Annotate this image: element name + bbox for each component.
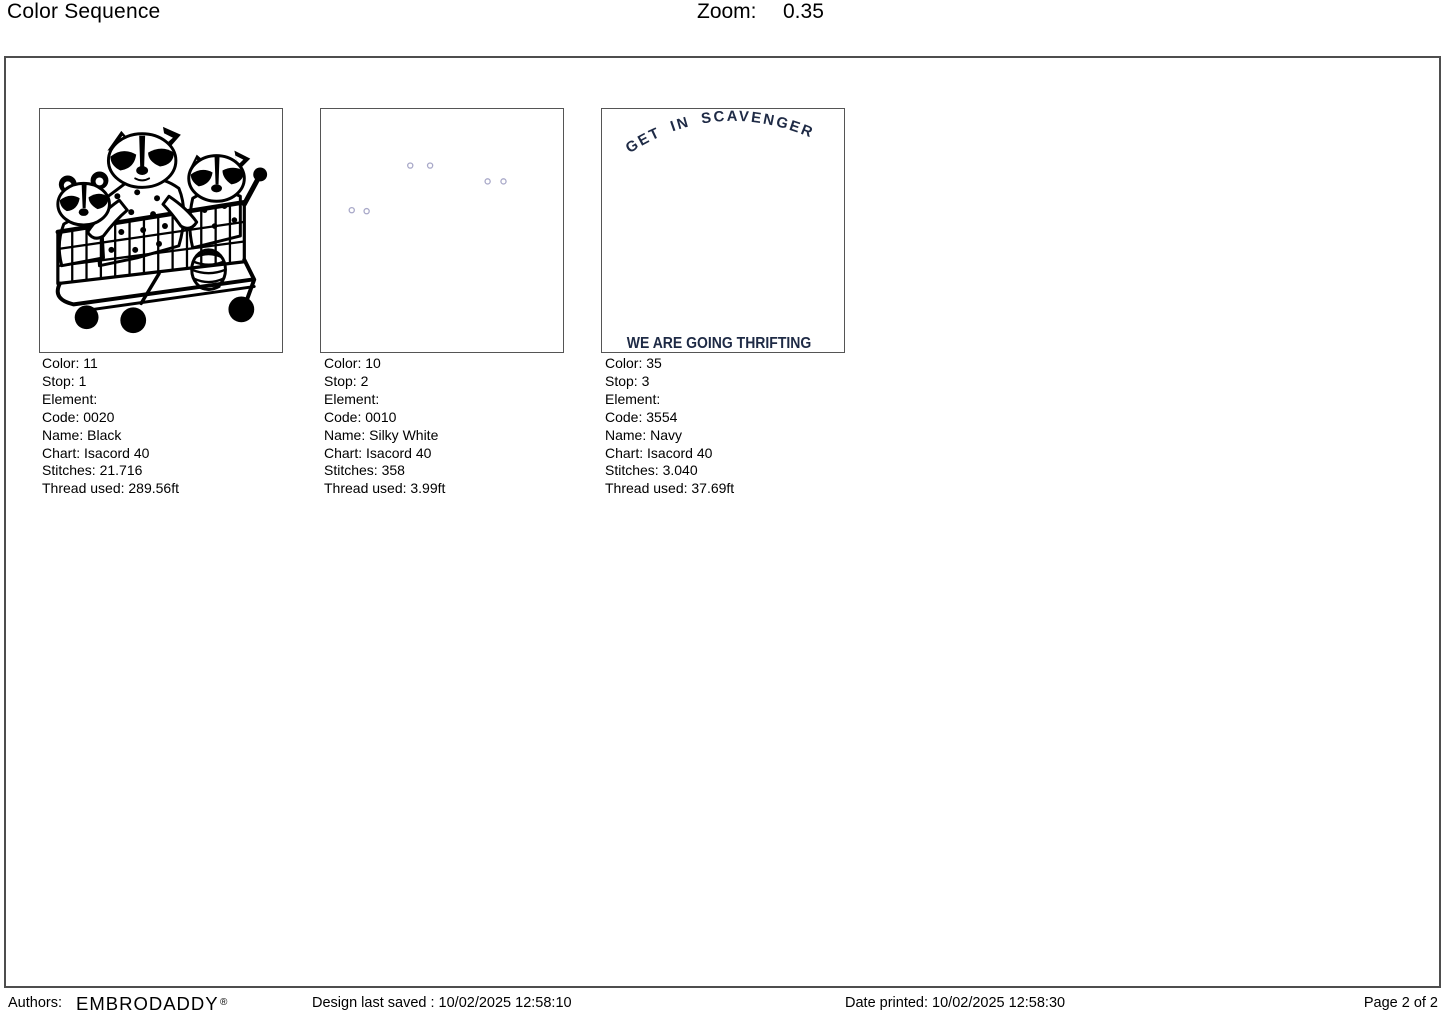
design-step-1-preview [39, 108, 283, 353]
design-step-3-preview [601, 108, 845, 353]
info-element: Element: [605, 390, 661, 407]
eye-highlight-stitches [349, 163, 506, 214]
page-title: Color Sequence [7, 0, 161, 23]
info-name: Name: Black [42, 426, 122, 443]
info-chart: Chart: Isacord 40 [324, 444, 432, 461]
zoom-label: Zoom: [697, 0, 757, 23]
arc-text: GET IN SCAVENGER [623, 109, 817, 157]
info-element: Element: [324, 390, 380, 407]
color-info-block-2 [324, 355, 594, 498]
design-step-2-preview [320, 108, 564, 353]
right-raccoon-head [189, 151, 250, 202]
info-stop: Stop: 3 [605, 372, 650, 389]
color-info-block-1 [42, 355, 312, 498]
info-color: Color: 10 [324, 355, 381, 371]
info-stitches: Stitches: 358 [324, 462, 405, 479]
report-content-area [4, 56, 1441, 988]
info-thread-used: Thread used: 37.69ft [605, 480, 735, 497]
design-last-saved: Design last saved : 10/02/2025 12:58:10 [312, 995, 572, 1011]
white-stitch-marks-illustration [321, 109, 563, 352]
info-chart: Chart: Isacord 40 [605, 444, 713, 461]
raccoons-in-cart-illustration [40, 109, 282, 352]
date-printed: Date printed: 10/02/2025 12:58:30 [845, 995, 1066, 1011]
info-thread-used: Thread used: 289.56ft [42, 480, 179, 497]
svg-text:GET IN SCAVENGER [623, 109, 816, 157]
info-stitches: Stitches: 21.716 [42, 462, 143, 479]
info-color: Color: 35 [605, 355, 662, 371]
middle-raccoon-head [107, 127, 180, 188]
info-name: Name: Navy [605, 426, 683, 443]
info-stitches: Stitches: 3.040 [605, 462, 698, 479]
info-chart: Chart: Isacord 40 [42, 444, 150, 461]
info-stop: Stop: 1 [42, 372, 87, 389]
authors-label: Authors: [8, 995, 62, 1011]
zoom-value: 0.35 [783, 0, 824, 23]
left-raccoon-head [58, 171, 110, 225]
info-code: Code: 3554 [605, 408, 678, 425]
info-element: Element: [42, 390, 98, 407]
info-stop: Stop: 2 [324, 372, 369, 389]
info-name: Name: Silky White [324, 426, 439, 443]
registered-trademark-mark: ® [220, 997, 228, 1008]
bottom-text: WE ARE GOING THRIFTING [626, 335, 812, 352]
info-color: Color: 11 [42, 355, 98, 371]
info-code: Code: 0010 [324, 408, 397, 425]
info-code: Code: 0020 [42, 408, 115, 425]
color-info-block-3 [605, 355, 875, 498]
authors-value: EMBRODADDY [76, 993, 219, 1014]
info-thread-used: Thread used: 3.99ft [324, 480, 446, 497]
page-number: Page 2 of 2 [1363, 995, 1438, 1011]
navy-lettering-illustration [602, 109, 844, 352]
